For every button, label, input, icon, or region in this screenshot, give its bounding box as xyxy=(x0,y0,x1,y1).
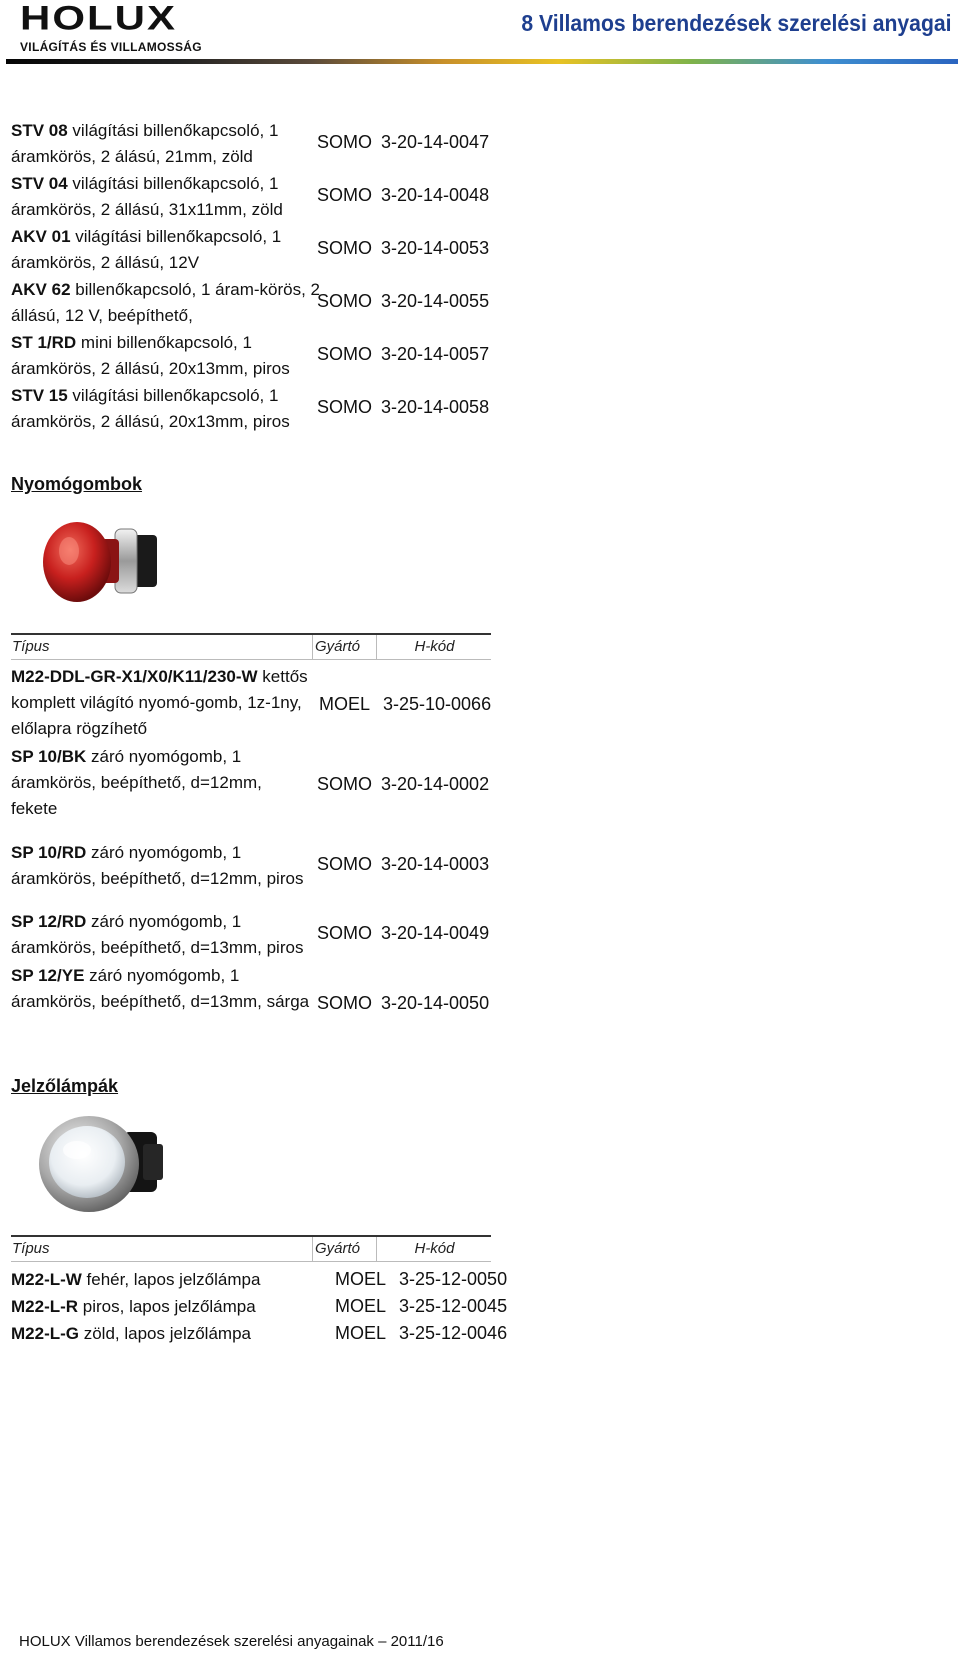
column-header-code: H-kód xyxy=(376,1237,492,1261)
item-code-line xyxy=(335,1294,507,1318)
list-item xyxy=(11,330,511,383)
holux-logo xyxy=(20,0,250,54)
item-code-line xyxy=(317,289,489,313)
item-description xyxy=(11,909,311,961)
chapter-title: 8 Villamos berendezések szerelési anyagai xyxy=(521,10,952,36)
item-code-line xyxy=(317,852,489,876)
item-model: STV 15 xyxy=(11,386,68,405)
page-footer: HOLUX Villamos berendezések szerelési anyagainak – 2011/16 xyxy=(19,1633,444,1650)
item-model: M22-L-R xyxy=(11,1297,79,1316)
item-code-line xyxy=(317,395,489,419)
item-code: 3-20-14-0058 xyxy=(381,397,490,417)
item-text: piros, lapos jelzőlámpa xyxy=(78,1297,256,1316)
item-manufacturer: SOMO xyxy=(317,774,373,794)
item-description xyxy=(11,118,323,170)
item-manufacturer: MOEL xyxy=(335,1296,387,1316)
item-model: M22-DDL-GR-X1/X0/K11/230-W xyxy=(11,667,258,686)
item-manufacturer: SOMO xyxy=(317,185,373,205)
item-code: 3-20-14-0050 xyxy=(381,993,490,1013)
item-model: STV 04 xyxy=(11,174,68,193)
item-text: mini billenőkapcsoló, 1 áramkörös, 2 állású, 20x13mm, piros xyxy=(11,333,290,378)
pushbutton-photo xyxy=(11,507,177,617)
column-header-manufacturer: Gyártó xyxy=(312,1237,379,1261)
lamp-table-header xyxy=(11,1235,491,1262)
column-header-type: Típus xyxy=(12,1240,50,1257)
item-manufacturer: SOMO xyxy=(317,993,373,1013)
page-header xyxy=(0,0,960,66)
item-description xyxy=(11,963,311,1015)
item-code-line xyxy=(335,1321,507,1345)
item-text: billenőkapcsoló, 1 áram-körös, 2 állású, 12 V, beépíthető, xyxy=(11,280,320,325)
item-manufacturer: SOMO xyxy=(317,923,373,943)
item-model: M22-L-W xyxy=(11,1270,82,1289)
item-text: záró nyomógomb, 1 áramkörös, beépíthető, d=13mm, sárga xyxy=(11,966,310,1011)
item-manufacturer: SOMO xyxy=(317,854,373,874)
logo-wordmark: HOLUX xyxy=(20,0,177,37)
item-model: SP 12/YE xyxy=(11,966,85,985)
list-item xyxy=(11,277,511,330)
item-text: fehér, lapos jelzőlámpa xyxy=(81,1270,261,1289)
item-code: 3-20-14-0057 xyxy=(381,344,490,364)
item-description xyxy=(11,840,311,892)
item-manufacturer: SOMO xyxy=(317,397,373,417)
item-text: világítási billenőkapcsoló, 1 áramkörös, 2 állású, 12V xyxy=(11,227,282,272)
item-description xyxy=(11,664,311,742)
item-model: SP 10/BK xyxy=(11,747,87,766)
list-item xyxy=(11,118,511,171)
item-code-line xyxy=(319,692,491,716)
column-header-manufacturer: Gyártó xyxy=(312,635,379,659)
item-description xyxy=(11,171,323,223)
item-description xyxy=(11,383,323,435)
item-code-line xyxy=(317,921,489,945)
item-model: ST 1/RD xyxy=(11,333,77,352)
item-description xyxy=(11,224,323,276)
item-manufacturer: SOMO xyxy=(317,344,373,364)
item-code: 3-20-14-0002 xyxy=(381,774,490,794)
item-code: 3-20-14-0047 xyxy=(381,132,490,152)
column-header-type: Típus xyxy=(12,638,50,655)
item-code: 3-20-14-0048 xyxy=(381,185,490,205)
item-code: 3-25-12-0046 xyxy=(399,1323,508,1343)
item-text: záró nyomógomb, 1 áramkörös, beépíthető, d=13mm, piros xyxy=(11,912,304,957)
item-description xyxy=(11,1294,311,1319)
header-color-rule xyxy=(6,59,958,64)
list-item xyxy=(11,224,511,277)
item-manufacturer: MOEL xyxy=(335,1269,387,1289)
list-item xyxy=(11,383,511,436)
logo-tagline: VILÁGÍTÁS ÉS VILLAMOSSÁG xyxy=(20,40,202,54)
item-code-line xyxy=(317,991,489,1015)
item-manufacturer: SOMO xyxy=(317,238,373,258)
item-code-line xyxy=(317,772,489,796)
item-code-line xyxy=(317,130,489,154)
pushbutton-table-header xyxy=(11,633,491,660)
item-text: világítási billenőkapcsoló, 1 áramkörös, 2 állású, 31x11mm, zöld xyxy=(11,174,283,219)
item-code: 3-20-14-0049 xyxy=(381,923,490,943)
item-description xyxy=(11,1267,311,1292)
item-code: 3-20-14-0003 xyxy=(381,854,490,874)
item-code: 3-25-12-0045 xyxy=(399,1296,508,1316)
red-mushroom-button-icon xyxy=(11,507,177,617)
item-model: SP 12/RD xyxy=(11,912,87,931)
item-manufacturer: SOMO xyxy=(317,132,373,152)
item-model: SP 10/RD xyxy=(11,843,87,862)
item-text: világítási billenőkapcsoló, 1 áramkörös, 2 álású, 21mm, zöld xyxy=(11,121,279,166)
white-indicator-lamp-icon xyxy=(11,1110,177,1220)
item-text: záró nyomógomb, 1 áramkörös, beépíthető, d=12mm, piros xyxy=(11,843,304,888)
item-code: 3-25-10-0066 xyxy=(383,694,492,714)
item-code-line xyxy=(335,1267,507,1291)
item-description xyxy=(11,1321,311,1346)
item-text: záró nyomógomb, 1 áramkörös, beépíthető, d=12mm, fekete xyxy=(11,747,262,818)
item-code-line xyxy=(317,183,489,207)
item-description xyxy=(11,330,323,382)
item-manufacturer: SOMO xyxy=(317,291,373,311)
item-model: M22-L-G xyxy=(11,1324,79,1343)
lamp-photo xyxy=(11,1110,177,1220)
item-code: 3-25-12-0050 xyxy=(399,1269,508,1289)
item-text: kettős komplett világító nyomó-gomb, 1z-1ny, előlapra rögzíhető xyxy=(11,667,308,738)
item-model: STV 08 xyxy=(11,121,68,140)
item-text: zöld, lapos jelzőlámpa xyxy=(79,1324,251,1343)
item-model: AKV 62 xyxy=(11,280,71,299)
column-header-code: H-kód xyxy=(376,635,492,659)
item-manufacturer: MOEL xyxy=(335,1323,387,1343)
item-description xyxy=(11,277,323,329)
item-code: 3-20-14-0053 xyxy=(381,238,490,258)
item-manufacturer: MOEL xyxy=(319,694,371,714)
item-code-line xyxy=(317,342,489,366)
list-item xyxy=(11,171,511,224)
item-text: világítási billenőkapcsoló, 1 áramkörös, 2 állású, 20x13mm, piros xyxy=(11,386,290,431)
item-code-line xyxy=(317,236,489,260)
item-model: AKV 01 xyxy=(11,227,71,246)
item-description xyxy=(11,744,311,822)
section-title-pushbuttons: Nyomógombok xyxy=(11,474,143,494)
section-title-lamps: Jelzőlámpák xyxy=(11,1076,119,1096)
switch-list xyxy=(11,118,511,436)
item-code: 3-20-14-0055 xyxy=(381,291,490,311)
